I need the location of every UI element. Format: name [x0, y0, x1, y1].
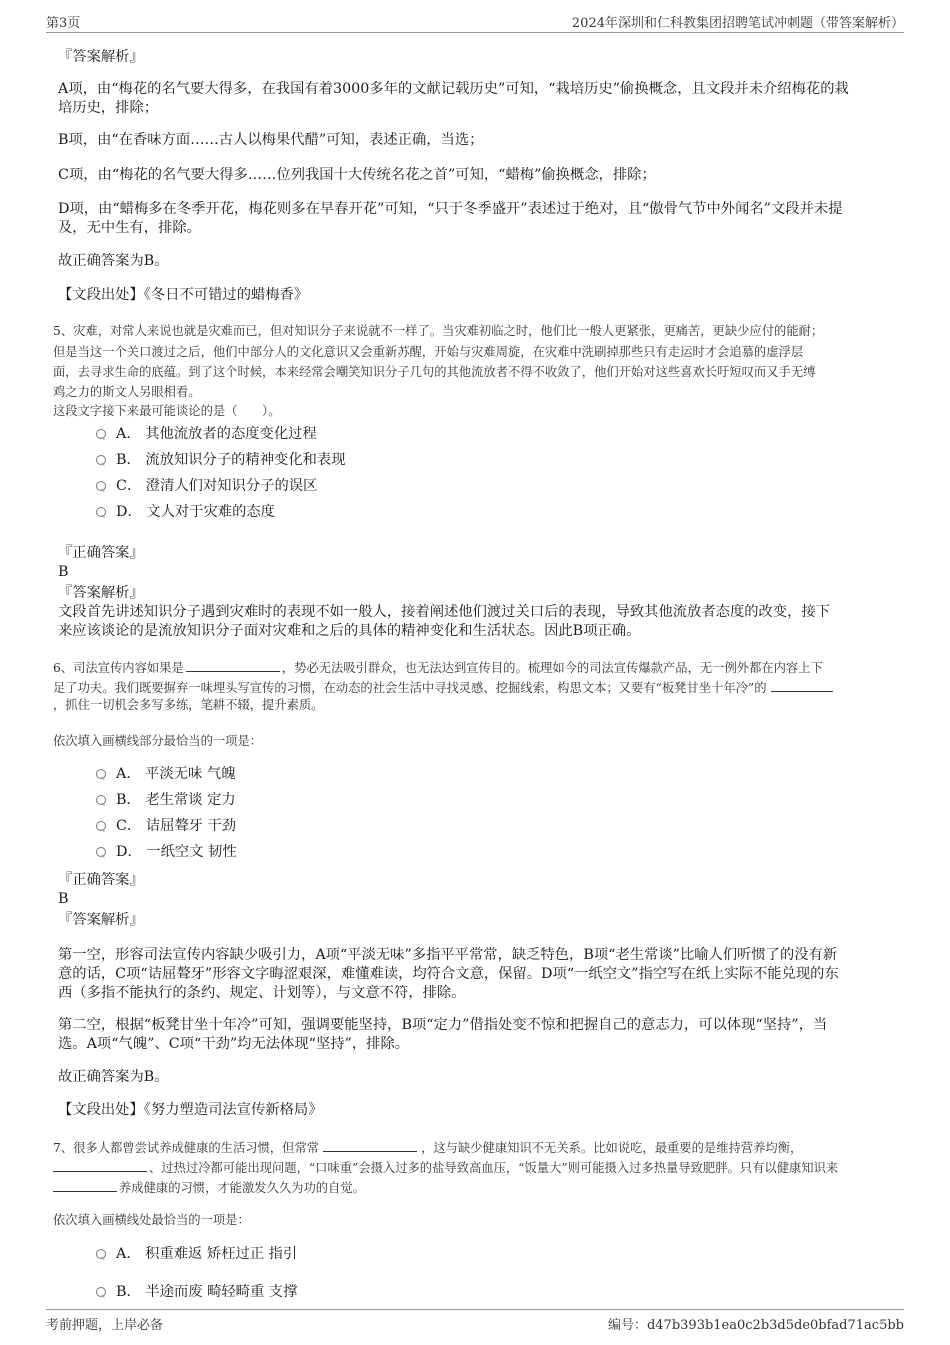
q5-stem-line1: 5、灾难，对常人来说也就是灾难而已，但对知识分子来说就不一样了。当灾难初临之时，他们比一般人更紧张，更痛苦，更缺少应付的能耐； [53, 324, 824, 338]
q4-analysis-b: B项，由“在香味方面……古人以梅果代醋”可知，表述正确，当选； [58, 132, 484, 148]
q6-conclusion: 故正确答案为B。 [58, 1069, 169, 1085]
q6-analysis-p2-line1: 第二空，根据“板凳甘坐十年冷”可知，强调要能坚持，B项“定力”借指处变不惊和把握自己的意志力，可以体现“坚持”，当 [58, 1017, 828, 1033]
footer-divider [46, 1309, 904, 1310]
q4-analysis-heading: 『答案解析』 [58, 49, 144, 65]
page-number: 第3页 [46, 16, 81, 31]
radio-icon[interactable] [96, 1287, 106, 1297]
q6-source: 【文段出处】《努力塑造司法宣传新格局》 [58, 1102, 323, 1118]
q6-prompt: 依次填入画横线部分最恰当的一项是： [53, 734, 263, 748]
q5-option-d[interactable]: D． 文人对于灾难的态度 [96, 503, 275, 522]
footer-slogan: 考前押题，上岸必备 [46, 1318, 164, 1333]
radio-icon[interactable] [96, 769, 106, 779]
q4-analysis-a-line1: A项，由“梅花的名气要大得多，在我国有着3000多年的文献记载历史”可知，“栽培历史”偷换概念，且文段并未介绍梅花的栽 [58, 81, 849, 97]
q6-analysis-p2-line2: 选。A项“气魄”、C项“干劲”均无法体现“坚持”，排除。 [58, 1036, 410, 1052]
q5-stem-line4: 鸡之力的斯文人另眼相看。 [53, 385, 201, 399]
q6-analysis-p1-line3: 西（多指不能执行的条约、规定、计划等），与文意不符，排除。 [58, 985, 466, 1001]
q6-analysis-p1-line1: 第一空，形容司法宣传内容缺少吸引力，A项“平淡无味”多指平平常常，缺乏特色，B项“老生常谈”比喻人们听惯了的没有新 [58, 947, 838, 963]
q5-analysis-line2: 来应该谈论的是流放知识分子面对灾难和之后的具体的精神变化和生活状态。因此B项正确。 [58, 623, 641, 639]
header-divider [46, 32, 904, 33]
radio-icon[interactable] [96, 821, 106, 831]
radio-icon[interactable] [96, 795, 106, 805]
q5-stem-line3: 面，去寻求生命的底蕴。到了这个时候，本来经常会嘲笑知识分子几句的其他流放者不得不收敛了，他们开始对这些喜欢长吁短叹而又手无缚 [53, 365, 816, 379]
q5-prompt: 这段文字接下来最可能谈论的是（ ）。 [53, 404, 281, 418]
q7-stem-line1: 7、很多人都曾尝试养成健康的生活习惯，但常常 ，这与缺少健康知识不无关系。比如说吃，最重要的是维持营养均衡， [53, 1137, 897, 1158]
q6-stem-line2: 足了功夫。我们既要摒弃一味埋头写宣传的习惯，在动态的社会生活中寻找灵感、挖掘线索，构思文本；又要有“板凳甘坐十年冷”的 [53, 677, 897, 698]
fill-blank [53, 1157, 147, 1172]
q6-option-a[interactable]: A． 平淡无味 气魄 [96, 765, 236, 784]
fill-blank [771, 677, 833, 692]
q4-conclusion: 故正确答案为B。 [58, 253, 169, 269]
q6-stem-line1: 6、司法宣传内容如果是 ，势必无法吸引群众，也无法达到宣传目的。梳理如今的司法宣传爆款产品，无一例外都在内容上下 [53, 657, 897, 678]
q5-stem-line2: 但是当这一个关口渡过之后，他们中部分人的文化意识又会重新苏醒，开始与灾难周旋，在灾难中洗刷掉那些只有走运时才会追慕的虚浮层 [53, 345, 804, 359]
q5-analysis-heading: 『答案解析』 [58, 585, 144, 601]
radio-icon[interactable] [96, 507, 106, 517]
q5-answer: B [58, 564, 69, 580]
q6-option-c[interactable]: C． 诘屈聱牙 干劲 [96, 817, 236, 836]
q4-source: 【文段出处】《冬日不可错过的蜡梅香》 [58, 287, 309, 303]
radio-icon[interactable] [96, 481, 106, 491]
q4-analysis-d-line1: D项，由“蜡梅多在冬季开花，梅花则多在早春开花”可知，“只于冬季盛开”表述过于绝对，且“傲骨气节中外闻名”文段并未提 [58, 201, 843, 217]
q7-stem-line2: 、过热过冷都可能出现问题，“口味重”会摄入过多的盐导致高血压，“饭量大”则可能摄入过多热量导致肥胖。只有以健康知识来 [53, 1157, 897, 1178]
q6-answer-heading: 『正确答案』 [58, 872, 144, 888]
q6-option-d[interactable]: D． 一纸空文 韧性 [96, 843, 237, 862]
q4-analysis-c: C项，由“梅花的名气要大得多……位列我国十大传统名花之首”可知，“蜡梅”偷换概念，排除； [58, 167, 656, 183]
q7-stem-line3: 养成健康的习惯，才能激发久久为功的自觉。 [53, 1177, 897, 1198]
q6-answer: B [58, 891, 69, 907]
footer-doc-id: 编号：d47b393b1ea0c2b3d5de0bfad71ac5bb [607, 1318, 904, 1333]
q5-option-a[interactable]: A． 其他流放者的态度变化过程 [96, 425, 317, 444]
q6-option-b[interactable]: B． 老生常谈 定力 [96, 791, 236, 810]
q5-analysis-line1: 文段首先讲述知识分子遇到灾难时的表现不如一般人，接着阐述他们渡过关口后的表现，导致其他流放者态度的改变，接下 [58, 604, 831, 620]
radio-icon[interactable] [96, 429, 106, 439]
fill-blank [186, 657, 280, 672]
fill-blank [323, 1137, 417, 1152]
q6-analysis-p1-line2: 意的话，C项“诘屈聱牙”形容文字晦涩艰深，难懂难读，均符合文意，保留。D项“一纸空文”指空写在纸上实际不能兑现的东 [58, 966, 839, 982]
q4-analysis-a-line2: 培历史，排除； [58, 100, 159, 116]
q7-prompt: 依次填入画横线处最恰当的一项是： [53, 1213, 250, 1227]
radio-icon[interactable] [96, 1249, 106, 1259]
q5-option-c[interactable]: C． 澄清人们对知识分子的误区 [96, 477, 317, 496]
q4-analysis-d-line2: 及，无中生有，排除。 [58, 220, 201, 236]
q6-stem-line3: ，抓住一切机会多写多练，笔耕不辍，提升素质。 [53, 698, 324, 712]
document-title: 2024年深圳和仁科教集团招聘笔试冲刺题（带答案解析） [571, 16, 904, 31]
q5-option-b[interactable]: B． 流放知识分子的精神变化和表现 [96, 451, 346, 470]
fill-blank [53, 1177, 117, 1192]
q6-analysis-heading: 『答案解析』 [58, 912, 144, 928]
q7-option-b[interactable]: B． 半途而废 畸轻畸重 支撑 [96, 1283, 297, 1302]
radio-icon[interactable] [96, 847, 106, 857]
q5-answer-heading: 『正确答案』 [58, 545, 144, 561]
q7-option-a[interactable]: A． 积重难返 矫枉过正 指引 [96, 1245, 297, 1264]
radio-icon[interactable] [96, 455, 106, 465]
